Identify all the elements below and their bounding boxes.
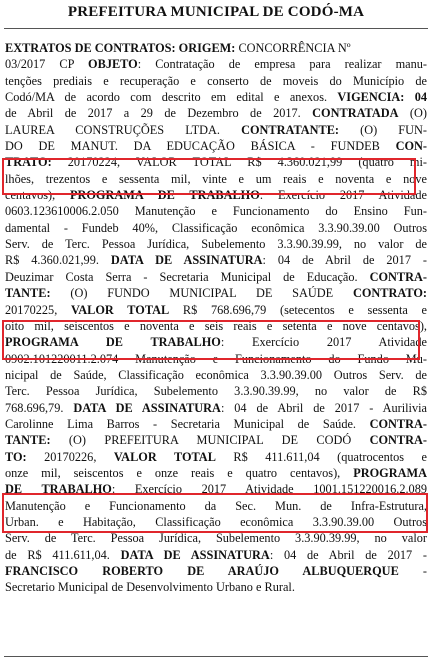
text-line: Urban. e Habitação, Classificação econômica 3.3.90.39.00 Outros xyxy=(5,514,427,529)
highlight-box-contract-20170224 xyxy=(2,158,416,195)
text-line: TO: 20170226, VALOR TOTAL R$ 411.611,04 (quatrocentos e xyxy=(5,449,427,464)
text-line: R$ 4.360.021,99. DATA DE ASSINATURA: 04 de Abril de 2017 - xyxy=(5,253,427,268)
text-line: damental - Fundeb 40%, Classificação econômica 3.3.90.39.00 Outros xyxy=(5,220,427,235)
text-line: Manutenção e Funcionamento da Sec. Mun. de Infra-Estrutura, xyxy=(5,498,427,513)
text-line: 0902.101220011.2.074 Manutenção e Funcionamento do Fundo Mu- xyxy=(5,351,427,366)
text-line: LAUREA CONSTRUÇÕES LTDA. CONTRATANTE: (O) FUN- xyxy=(5,122,427,137)
text-line: PROGRAMA DE TRABALHO: Exercício 2017 Atividade xyxy=(5,335,427,350)
text-line: nicipal de Saúde, Classificação econômica 3.3.90.39.00 Outros Serv. de xyxy=(5,367,427,382)
text-line: 03/2017 CP OBJETO: Contratação de empresa para realizar manu- xyxy=(5,57,427,72)
text-line: 20170225, VALOR TOTAL R$ 768.696,79 (setecentos e sessenta e xyxy=(5,302,427,317)
text-line: centavos), PROGRAMA DE TRABALHO: Exercício 2017 Atividade xyxy=(5,188,427,203)
text-line: Codó/MA de acordo com descrito em edital e anexos. VIGENCIA: 04 xyxy=(5,90,427,105)
text-line: Deuzimar Costa Serra - Secretaria Municipal de Educação. CONTRA- xyxy=(5,269,427,284)
highlight-box-contract-20170226 xyxy=(2,493,428,533)
text-line: 0603.123610006.2.050 Manutenção e Funcionamento do Ensino Fun- xyxy=(5,204,427,219)
text-line: DO DE MANUT. DA EDUCAÇÃO BÁSICA - FUNDEB CON- xyxy=(5,139,427,154)
text-line: de R$ 411.611,04. DATA DE ASSINATURA: 04 de Abril de 2017 - xyxy=(5,547,427,562)
text-line: TRATO: 20170224, VALOR TOTAL R$ 4.360.021,99 (quatro mi- xyxy=(5,155,427,170)
text-line: Carolinne Lima Barros - Secretaria Municipal de Saúde. CONTRA- xyxy=(5,416,427,431)
text-line: oito mil, seiscentos e noventa e seis reais e setenta e nove centavos), xyxy=(5,318,427,333)
highlight-box-contract-20170225 xyxy=(2,320,420,360)
text-line: onze mil, seiscentos e onze reais e quatro centavos), PROGRAMA xyxy=(5,465,427,480)
text-line: Serv. de Terc. Pessoa Jurídica, Subelemento 3.3.90.39.99, no valor de xyxy=(5,237,427,252)
text-line: TANTE: (O) PREFEITURA MUNICIPAL DE CODÓ CONTRA- xyxy=(5,433,427,448)
text-line: DE TRABALHO: Exercício 2017 Atividade 1001.151220016.2.089 xyxy=(5,482,427,497)
bottom-divider xyxy=(4,656,428,657)
text-line: lhões, trezentos e sessenta mil, vinte e um reais e noventa e nove xyxy=(5,171,427,186)
text-line: 768.696,79. DATA DE ASSINATURA: 04 de Abril de 2017 - Aurilivia xyxy=(5,400,427,415)
text-line: EXTRATOS DE CONTRATOS: ORIGEM: CONCORRÊNCIA Nº xyxy=(5,41,351,55)
text-line: de Abril de 2017 a 29 de Dezembro de 2017. CONTRATADA (O) xyxy=(5,106,427,121)
text-line: TANTE: (O) FUNDO MUNICIPAL DE SAÚDE CONTRATO: xyxy=(5,286,427,301)
text-line: tenções prediais e recuperação e conserto de moveis do Município de xyxy=(5,73,427,88)
document-title: PREFEITURA MUNICIPAL DE CODÓ-MA xyxy=(67,4,365,20)
text-line: FRANCISCO ROBERTO DE ARAÚJO ALBUQUERQUE - xyxy=(5,564,427,578)
text-line: Serv. de Terc. Pessoa Jurídica, Subelemento 3.3.90.39.99, no valor xyxy=(5,531,427,546)
top-divider xyxy=(4,28,428,29)
text-line: Terc. Pessoa Jurídica, Subelemento 3.3.90.39.99, no valor de R$ xyxy=(5,384,427,399)
text-line: Secretario Municipal de Desenvolvimento Urbano e Rural. xyxy=(5,580,295,595)
